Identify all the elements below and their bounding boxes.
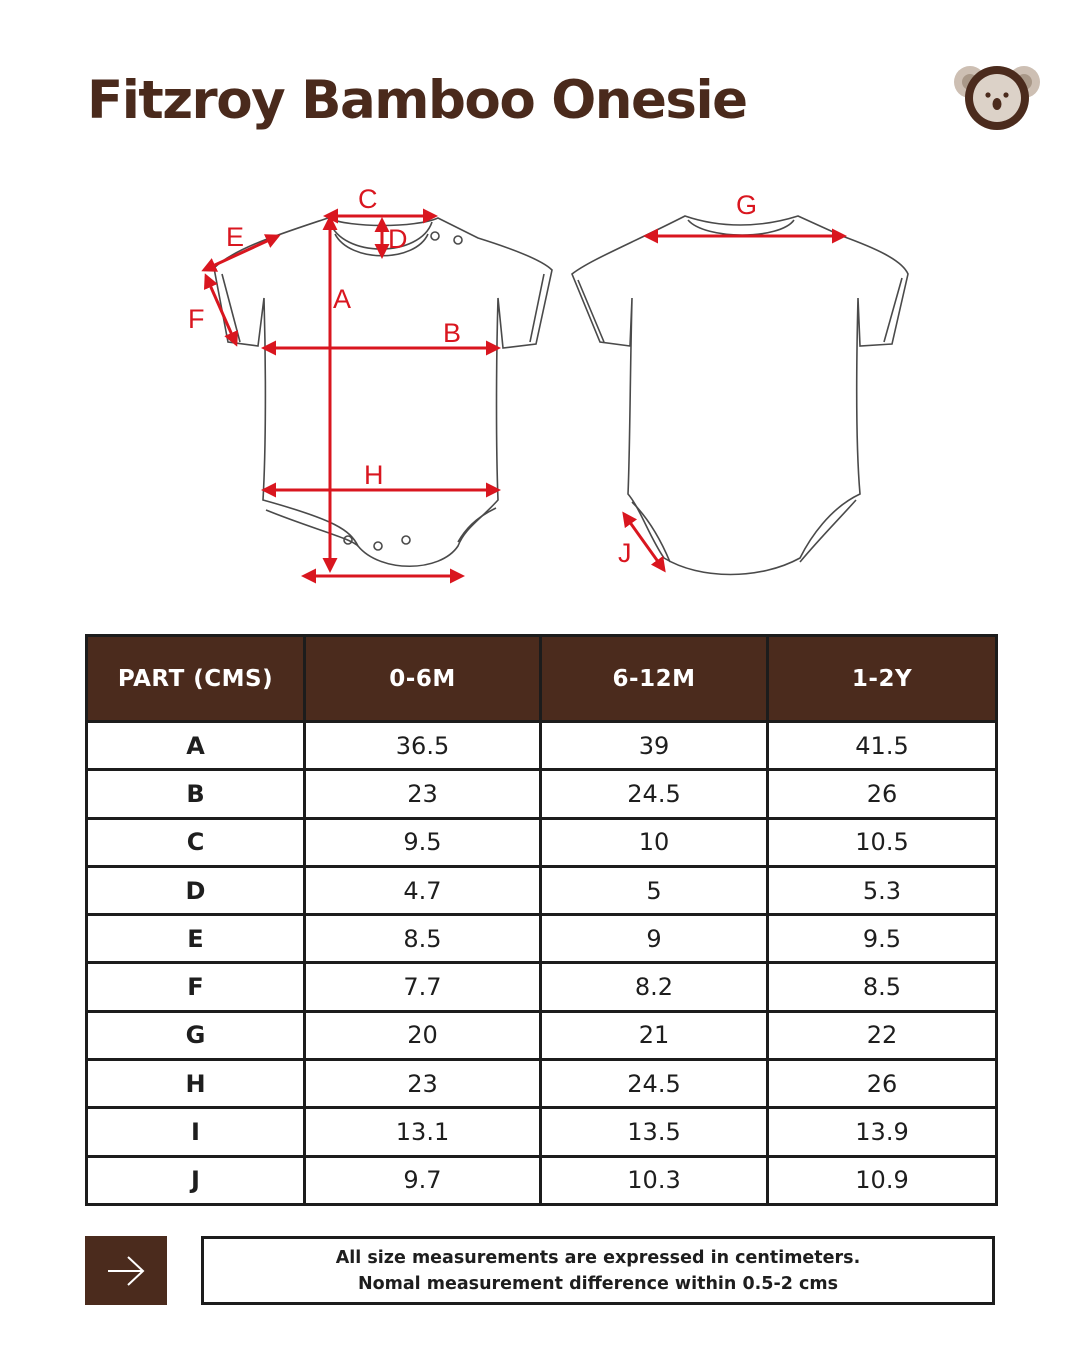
page-title: Fitzroy Bamboo Onesie: [87, 70, 747, 131]
part-cell: I: [87, 1108, 305, 1156]
table-row: [87, 1156, 997, 1204]
value-cell: 22: [768, 1011, 997, 1059]
value-cell: 26: [768, 1060, 997, 1108]
value-cell: 36.5: [305, 722, 541, 770]
value-cell: 13.5: [541, 1108, 768, 1156]
table-row: [87, 1060, 997, 1108]
next-button[interactable]: [85, 1236, 167, 1305]
label-c: C: [358, 184, 378, 214]
note-line-1: All size measurements are expressed in centimeters.: [335, 1247, 861, 1268]
value-cell: 7.7: [305, 963, 541, 1011]
value-cell: 41.5: [768, 722, 997, 770]
value-cell: 13.9: [768, 1108, 997, 1156]
part-cell: E: [87, 915, 305, 963]
header-1-2y: 1-2Y: [768, 636, 997, 722]
value-cell: 10.9: [768, 1156, 997, 1204]
header-part: PART (CMS): [87, 636, 305, 722]
value-cell: 10.5: [768, 818, 997, 866]
size-chart-table: [85, 634, 998, 1206]
table-row: [87, 1108, 997, 1156]
table-row: [87, 963, 997, 1011]
onesie-measurement-diagram: [180, 178, 920, 598]
label-f: F: [188, 304, 205, 334]
table-header-row: [87, 636, 997, 722]
table-row: [87, 1011, 997, 1059]
value-cell: 10.3: [541, 1156, 768, 1204]
value-cell: 20: [305, 1011, 541, 1059]
part-cell: G: [87, 1011, 305, 1059]
value-cell: 9.7: [305, 1156, 541, 1204]
value-cell: 8.5: [768, 963, 997, 1011]
value-cell: 9.5: [768, 915, 997, 963]
table-row: [87, 866, 997, 914]
value-cell: 21: [541, 1011, 768, 1059]
value-cell: 5.3: [768, 866, 997, 914]
note-line-2: Nomal measurement difference within 0.5-2 cms: [357, 1273, 839, 1294]
value-cell: 9.5: [305, 818, 541, 866]
part-cell: F: [87, 963, 305, 1011]
front-view-outline: [214, 218, 552, 566]
table-row: [87, 770, 997, 818]
header-0-6m: 0-6M: [305, 636, 541, 722]
value-cell: 23: [305, 1060, 541, 1108]
value-cell: 24.5: [541, 770, 768, 818]
value-cell: 26: [768, 770, 997, 818]
value-cell: 9: [541, 915, 768, 963]
table-row: [87, 818, 997, 866]
part-cell: D: [87, 866, 305, 914]
value-cell: 23: [305, 770, 541, 818]
label-b: B: [443, 318, 462, 348]
koala-icon: [952, 62, 1042, 132]
value-cell: 10: [541, 818, 768, 866]
label-g: G: [736, 190, 758, 220]
value-cell: 13.1: [305, 1108, 541, 1156]
value-cell: 8.2: [541, 963, 768, 1011]
label-a: A: [333, 284, 352, 314]
label-j: J: [618, 538, 632, 568]
arrow-right-icon: [104, 1253, 148, 1289]
part-cell: J: [87, 1156, 305, 1204]
table-row: [87, 722, 997, 770]
value-cell: 5: [541, 866, 768, 914]
value-cell: 24.5: [541, 1060, 768, 1108]
part-cell: H: [87, 1060, 305, 1108]
label-e: E: [226, 222, 245, 252]
part-cell: A: [87, 722, 305, 770]
back-view-outline: [572, 216, 908, 575]
part-cell: C: [87, 818, 305, 866]
header-6-12m: 6-12M: [541, 636, 768, 722]
value-cell: 4.7: [305, 866, 541, 914]
label-d: D: [388, 224, 408, 254]
table-row: [87, 915, 997, 963]
value-cell: 8.5: [305, 915, 541, 963]
label-h: H: [364, 460, 384, 490]
measurement-note: [201, 1236, 995, 1305]
part-cell: B: [87, 770, 305, 818]
value-cell: 39: [541, 722, 768, 770]
